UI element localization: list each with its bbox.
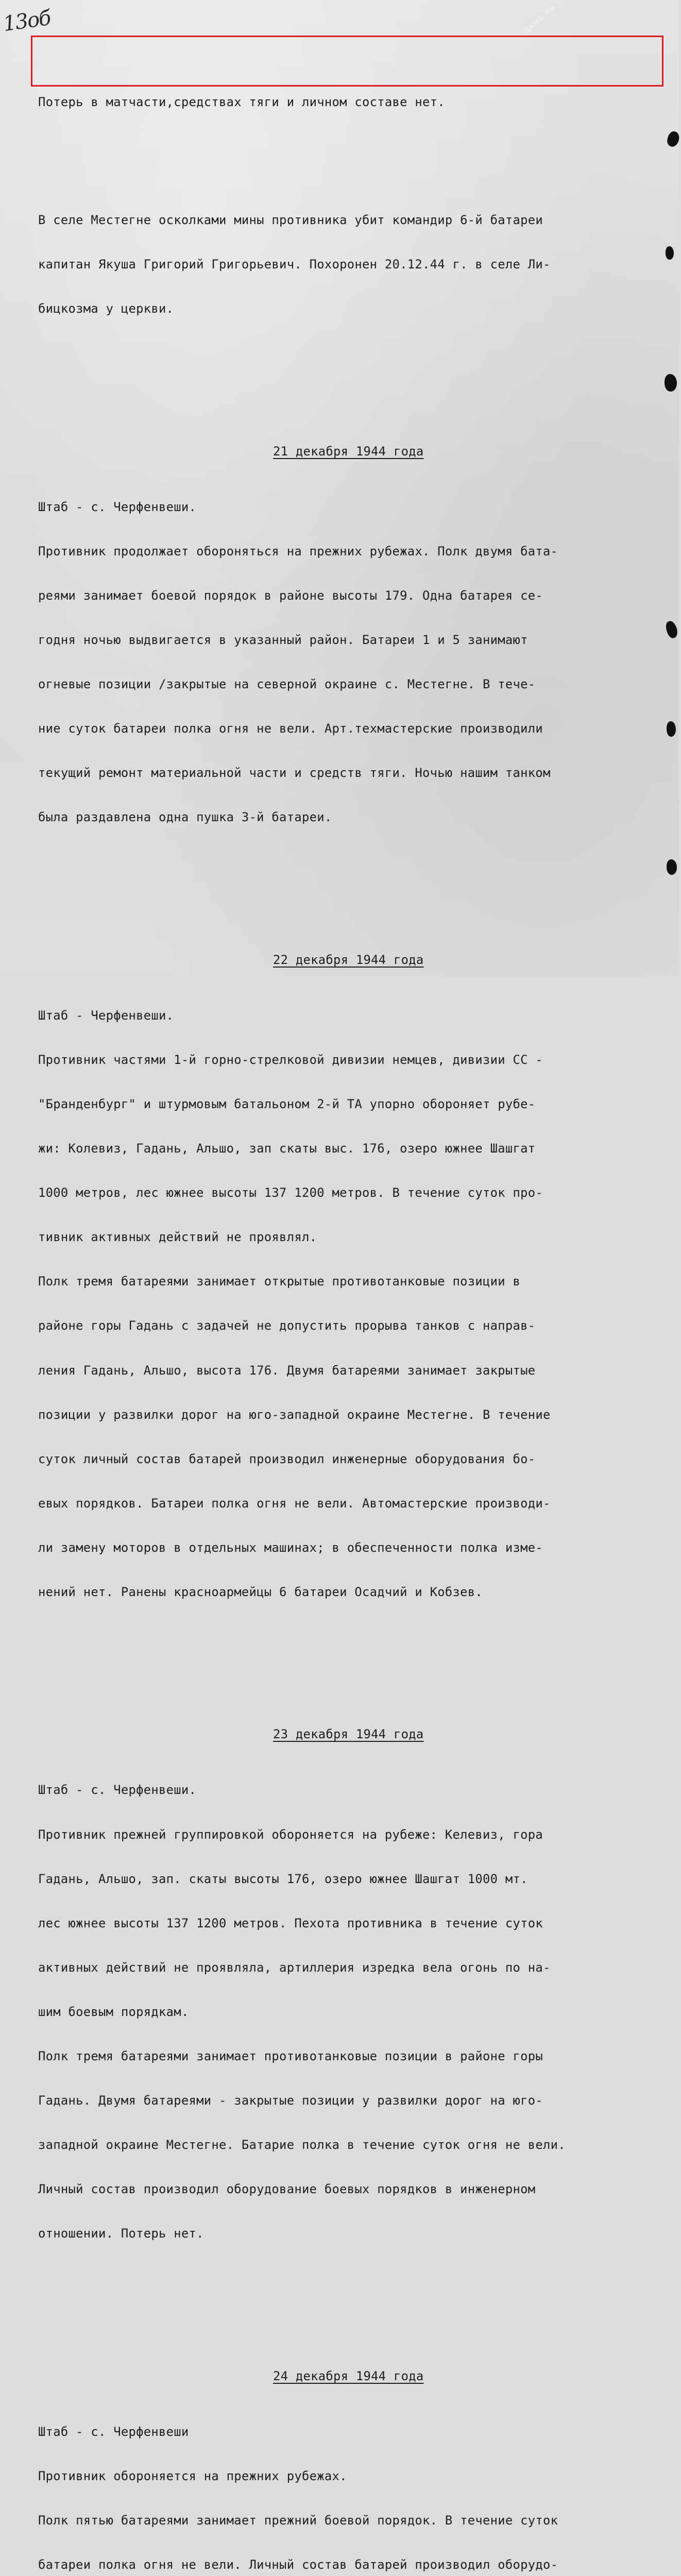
intro-paragraph — [38, 65, 667, 139]
text-line: батареи полка огня не вели. Личный состав батарей производил оборудо- — [38, 2557, 558, 2572]
entry-24-december — [38, 2330, 667, 2576]
ink-blot — [666, 130, 681, 148]
text-line: ли замену моторов в отдельных машинах; в обеспеченности полка изме- — [38, 1540, 543, 1555]
date-heading: 22 декабря 1944 года — [273, 952, 424, 967]
text-line: шим боевым порядкам. — [38, 2004, 189, 2019]
page-number: 13об — [2, 6, 52, 37]
highlighted-paragraph — [38, 183, 667, 346]
text-line: 1000 метров, лес южнее высоты 137 1200 метров. В течение суток про- — [38, 1185, 543, 1200]
text-line: Личный состав производил оборудование боевых порядков в инженерном — [38, 2182, 536, 2197]
text-line: Противник продолжает обороняться на прежних рубежах. Полк двумя бата- — [38, 544, 558, 558]
text-line: лес южнее высоты 137 1200 метров. Пехота противника в течение суток — [38, 1916, 543, 1930]
text-line: Штаб - с. Черфенвеши — [38, 2424, 189, 2439]
text-line: Противник прежней группировкой обороняется на рубеже: Келевиз, гора — [38, 1827, 543, 1842]
text-line: Гадань, Альшо, зап. скаты высоты 176, озеро южнее Шашгат 1000 мт. — [38, 1871, 528, 1886]
text-line: жи: Колевиз, Гадань, Альшо, зап скаты выс. 176, озеро южнее Шашгат — [38, 1141, 536, 1156]
date-heading: 21 декабря 1944 года — [273, 444, 424, 459]
text-line: отношении. Потерь нет. — [38, 2226, 204, 2241]
document-body — [38, 21, 667, 2576]
watermark-stamp: ЦАМО РФ — [522, 3, 558, 36]
text-line: бицкозма у церкви. — [38, 301, 174, 316]
date-heading: 23 декабря 1944 года — [273, 1727, 424, 1742]
text-line: реями занимает боевой порядок в районе высоты 179. Одна батарея се- — [38, 588, 543, 603]
text-line: Штаб - с. Черфенвеши. — [38, 499, 197, 514]
text-line: В селе Местегне осколками мины противника убит командир 6-й батареи — [38, 213, 543, 228]
text-line: Потерь в матчасти,средствах тяги и личном составе нет. — [38, 94, 445, 109]
text-line: Противник обороняется на прежних рубежах. — [38, 2468, 347, 2483]
text-line: была раздавлена одна пушка 3-й батареи. — [38, 810, 332, 825]
ink-blot — [666, 246, 674, 260]
text-line: нений нет. Ранены красноармейцы 6 батареи Осадчий и Кобзев. — [38, 1585, 483, 1599]
text-line: районе горы Гадань с задачей не допустить прорыва танков с направ- — [38, 1318, 536, 1333]
entry-23-december — [38, 1688, 667, 2271]
ink-blot — [665, 620, 679, 639]
ink-blot — [667, 721, 676, 737]
text-line: суток личный состав батарей производил инженерные оборудования бо- — [38, 1451, 536, 1466]
text-line: Полк тремя батареями занимает открытые противотанковые позиции в — [38, 1274, 521, 1289]
text-line: годня ночью выдвигается в указанный район. Батареи 1 и 5 занимают — [38, 633, 528, 647]
text-line: "Бранденбург" и штурмовым батальоном 2-й ТА упорно обороняет рубе- — [38, 1096, 536, 1111]
text-line: тивник активных действий не проявлял. — [38, 1230, 317, 1245]
text-line: ления Гадань, Альшо, высота 176. Двумя батареями занимает закрытые — [38, 1363, 536, 1378]
date-heading: 24 декабря 1944 года — [273, 2368, 424, 2383]
entry-21-december — [38, 405, 667, 854]
text-line: ние суток батареи полка огня не вели. Арт.техмастерские производили — [38, 721, 543, 736]
text-line: Штаб - с. Черфенвеши. — [38, 1783, 197, 1798]
text-line: Штаб - Черфенвеши. — [38, 1008, 174, 1023]
text-line: Гадань. Двумя батареями - закрытые позиции у развилки дорог на юго- — [38, 2093, 543, 2108]
text-line: текущий ремонт материальной части и средств тяги. Ночью нашим танком — [38, 766, 551, 781]
text-line: западной окраине Местегне. Батарие полка в течение суток огня не вели. — [38, 2138, 566, 2153]
text-line: Полк тремя батареями занимает противотанковые позиции в районе горы — [38, 2048, 543, 2063]
text-line: позиции у развилки дорог на юго-западной окраине Местегне. В течение — [38, 1407, 551, 1422]
entry-22-december — [38, 913, 667, 1629]
text-line: огневые позиции /закрытые на северной окраине с. Местегне. В тече- — [38, 677, 536, 692]
ink-blot — [667, 859, 677, 875]
text-line: евых порядков. Батареи полка огня не вели. Автомастерские производи- — [38, 1496, 551, 1511]
text-line: капитан Якуша Григорий Григорьевич. Похоронен 20.12.44 г. в селе Ли- — [38, 257, 551, 272]
text-line: Противник частями 1-й горно-стрелковой дивизии немцев, дивизии СС - — [38, 1052, 543, 1067]
text-line: Полк пятью батареями занимает прежний боевой порядок. В течение суток — [38, 2513, 558, 2528]
text-line: активных действий не проявляла, артиллерия изредка вела огонь по на- — [38, 1960, 551, 1975]
